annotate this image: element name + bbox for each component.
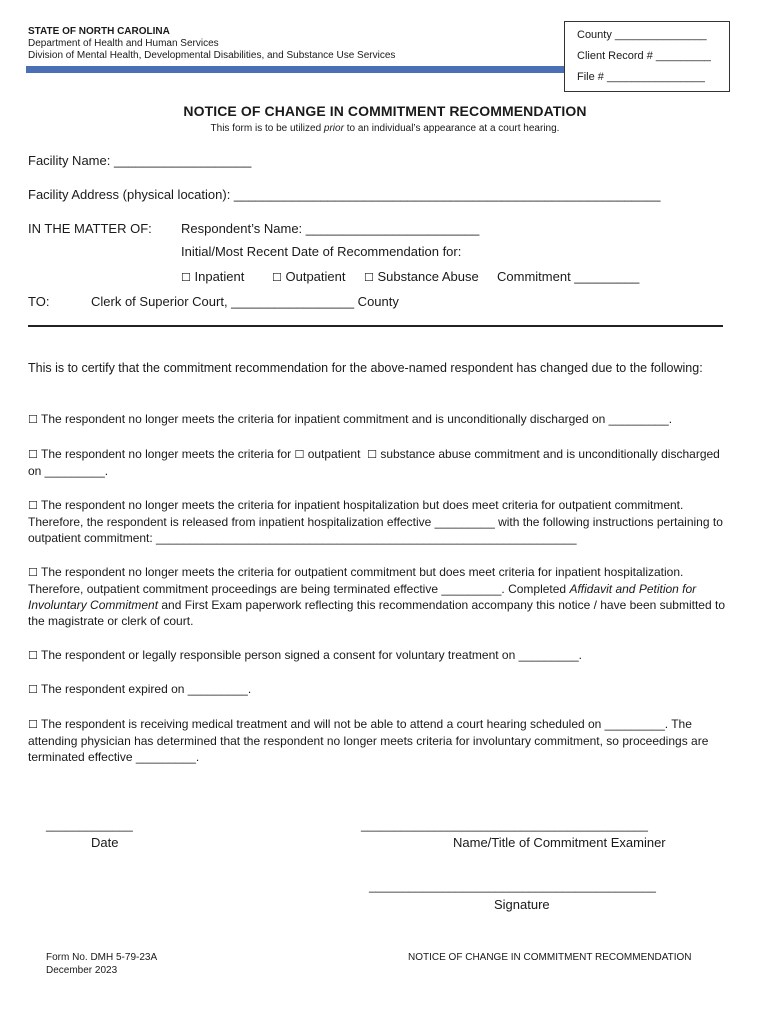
signature-line[interactable]: ___________________________________________ bbox=[369, 879, 656, 893]
outpatient-option[interactable]: ☐ Outpatient bbox=[272, 269, 346, 284]
date-line[interactable]: _____________ bbox=[46, 818, 133, 832]
form-title: NOTICE OF CHANGE IN COMMITMENT RECOMMENDATION bbox=[183, 103, 587, 119]
option-medical-treatment[interactable]: ☐ The respondent is receiving medical treatment and will not be able to attend a court hearing scheduled on _________. The attending physician has determined that the respondent no longer meets criteria for involuntary commitment, so proceedings are terminated effective _________. bbox=[28, 717, 709, 764]
checkbox-icon: ☐ bbox=[28, 718, 38, 731]
checkbox-icon: ☐ bbox=[272, 271, 282, 284]
inpatient-option[interactable]: ☐ Inpatient bbox=[181, 269, 245, 284]
checkbox-icon: ☐ bbox=[28, 413, 38, 426]
facility-name-field[interactable]: Facility Name: ___________________ bbox=[28, 153, 252, 168]
section-divider bbox=[28, 325, 723, 327]
record-box bbox=[564, 21, 730, 92]
certify-statement: This is to certify that the commitment recommendation for the above-named respondent has changed due to the following: bbox=[28, 361, 703, 375]
footer-title: NOTICE OF CHANGE IN COMMITMENT RECOMMENDATION bbox=[408, 952, 692, 963]
department-heading: Department of Health and Human Services bbox=[28, 38, 219, 49]
state-heading: STATE OF NORTH CAROLINA bbox=[28, 26, 170, 37]
matter-label: IN THE MATTER OF: bbox=[28, 221, 152, 236]
option-discharged-inpatient[interactable]: ☐ The respondent no longer meets the criteria for inpatient commitment and is unconditionally discharged on _________. bbox=[28, 412, 673, 426]
form-date: December 2023 bbox=[46, 965, 118, 976]
checkbox-icon: ☐ bbox=[181, 271, 191, 284]
facility-address-field[interactable]: Facility Address (physical location): ___________________________________________________________ bbox=[28, 187, 661, 202]
clerk-county-field[interactable]: Clerk of Superior Court, _________________ County bbox=[91, 294, 399, 309]
checkbox-icon: ☐ bbox=[28, 566, 38, 579]
checkbox-icon: ☐ bbox=[364, 271, 374, 284]
checkbox-icon: ☐ bbox=[294, 448, 305, 461]
checkbox-icon: ☐ bbox=[28, 649, 38, 662]
signature-label: Signature bbox=[494, 897, 550, 912]
date-label: Date bbox=[91, 835, 119, 850]
option-terminated-outpatient[interactable]: ☐ The respondent no longer meets the criteria for outpatient commitment but does meet criteria for inpatient hospitalization. Therefore, outpatient commitment proceedings are being terminated effective _________. Completed Affidavit and Petition for Involuntary Commitment and First Exam paperwork reflecting this recommendation accompany this notice / have been submitted to the magistrate or clerk of court. bbox=[28, 565, 725, 628]
commitment-field[interactable]: Commitment _________ bbox=[497, 269, 640, 284]
county-field[interactable]: County _______________ bbox=[577, 29, 707, 41]
form-number: Form No. DMH 5-79-23A bbox=[46, 952, 158, 963]
client-record-field[interactable]: Client Record # _________ bbox=[577, 50, 711, 62]
option-expired[interactable]: ☐ The respondent expired on _________. bbox=[28, 682, 252, 696]
option-released-to-outpatient[interactable]: ☐ The respondent no longer meets the criteria for inpatient hospitalization but does meet criteria for outpatient commitment. Therefore, the respondent is released from inpatient hospitalization effective _________ with the following instructions pertaining to outpatient commitment: _______________________________________________________________ bbox=[28, 498, 723, 545]
form-subtitle: This form is to be utilized prior to an individual’s appearance at a court hearing. bbox=[210, 123, 560, 134]
checkbox-icon: ☐ bbox=[367, 448, 377, 461]
respondent-name-field[interactable]: Respondent’s Name: ________________________ bbox=[181, 221, 480, 236]
checkbox-icon: ☐ bbox=[28, 499, 38, 512]
file-number-field[interactable]: File # ________________ bbox=[577, 71, 705, 83]
examiner-line[interactable]: ___________________________________________ bbox=[361, 818, 648, 832]
option-voluntary-consent[interactable]: ☐ The respondent or legally responsible person signed a consent for voluntary treatment on _________. bbox=[28, 648, 583, 662]
substance-abuse-option[interactable]: ☐ Substance Abuse bbox=[364, 269, 479, 284]
checkbox-icon: ☐ bbox=[28, 683, 38, 696]
option-discharged-outpatient[interactable]: ☐ The respondent no longer meets the criteria for ☐ outpatient ☐ substance abuse commitment and is unconditionally discharged on _________. bbox=[28, 447, 720, 478]
checkbox-icon: ☐ bbox=[28, 448, 38, 461]
examiner-label: Name/Title of Commitment Examiner bbox=[453, 835, 666, 850]
to-label: TO: bbox=[28, 294, 50, 309]
division-heading: Division of Mental Health, Developmental Disabilities, and Substance Use Services bbox=[28, 50, 396, 61]
header-accent-bar bbox=[26, 66, 564, 73]
recommendation-date-label: Initial/Most Recent Date of Recommendation for: bbox=[181, 244, 462, 259]
